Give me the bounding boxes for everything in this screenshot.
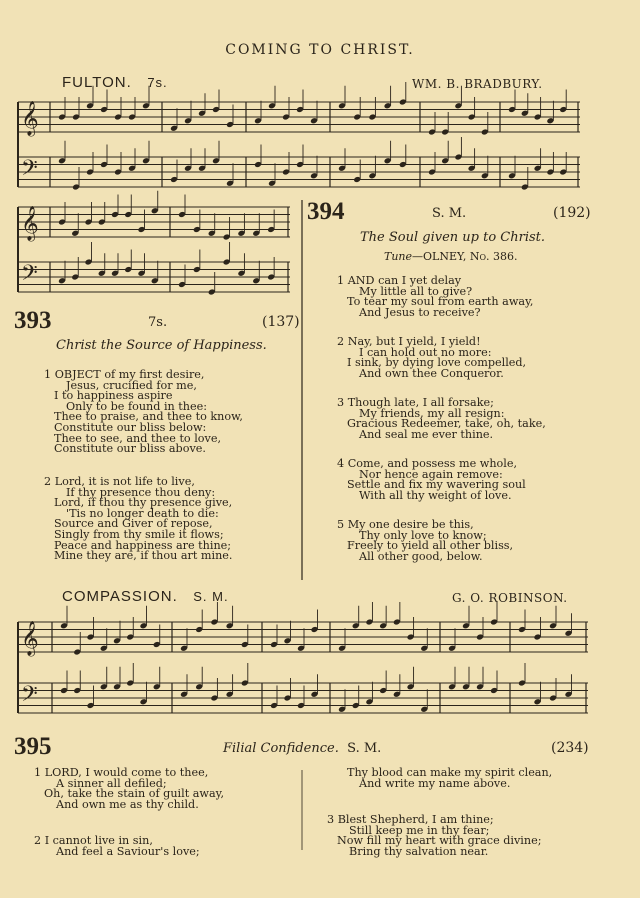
stanza-1: 1 OBJECT of my first desire, Jesus, crucified for me, I to happiness aspire Only to be found in thee: Thee to praise, and thee to know, Constitute our bliss below: Thee to see, and thee to love, Constitute our bliss above. xyxy=(44,368,243,456)
hymn-number-395: 395 xyxy=(14,733,52,760)
treble-clef-icon: 𝄞 xyxy=(21,621,39,656)
hymn-title: The Soul given up to Christ. xyxy=(360,230,546,245)
hymn-title: Filial Confidence. S. M. xyxy=(223,741,382,756)
composer-bradbury: WM. B. BRADBURY. xyxy=(412,77,543,91)
bass-clef-icon: 𝄢 xyxy=(21,261,38,291)
stanza-1: 1 AND can I yet delay My little all to give? To tear my soul from earth away, And Jesus to receive? xyxy=(337,274,534,319)
stanza-5: 5 My one desire be this, Thy only love to know; Freely to yield all other bliss, All other good, below. xyxy=(337,518,514,563)
tune-name-fulton: FULTON. 7s. xyxy=(62,74,168,91)
hymn-ref: (234) xyxy=(551,740,589,756)
stanza-2: 2 Lord, it is not life to live, If thy presence thou deny: Lord, if thou thy presence give, 'Tis no longer death to die: Source and Giver of repose, Singly from thy smile it flows; Peace and happiness are thine; Mine they are, if thou art mine. xyxy=(44,475,233,563)
stanza-2: 2 Nay, but I yield, I yield! I can hold out no more: I sink, by dying love compelled, And own thee Conqueror. xyxy=(337,335,527,380)
treble-clef-icon: 𝄞 xyxy=(21,101,39,136)
tune-name-compassion: COMPASSION. S. M. xyxy=(62,588,229,605)
stanza-4: 4 Come, and possess me whole, Nor hence again remove: Settle and fix my wavering soul With all thy weight of love. xyxy=(337,457,526,502)
stanza-1: 1 LORD, I would come to thee, A sinner all defiled; Oh, take the stain of guilt away, And own me as thy child. xyxy=(34,766,225,811)
bass-clef-icon: 𝄢 xyxy=(21,682,38,712)
hymn-number-393: 393 xyxy=(14,307,52,334)
hymn-meter: S. M. xyxy=(432,206,467,221)
stanza-3: 3 Though late, I all forsake; My friends, my all resign: Gracious Redeemer, take, oh, take, And seal me ever thine. xyxy=(337,396,546,441)
tune-reference: Tune—OLNEY, No. 386. xyxy=(384,250,518,263)
bass-clef-icon: 𝄢 xyxy=(21,156,38,186)
stanza-2-continued: Thy blood can make my spirit clean, And write my name above. xyxy=(347,766,553,790)
treble-clef-icon: 𝄞 xyxy=(21,206,39,241)
hymn-ref: (192) xyxy=(553,205,591,221)
stanza-3: 3 Blest Shepherd, I am thine; Still keep me in thy fear; Now fill my heart with grace divine; Bring thy salvation near. xyxy=(327,813,542,858)
composer-robinson: G. O. ROBINSON. xyxy=(452,591,568,605)
hymn-number-394: 394 xyxy=(307,198,345,225)
hymn-meter: 7s. xyxy=(148,315,168,330)
hymn-ref: (137) xyxy=(262,314,300,330)
hymn-title: Christ the Source of Happiness. xyxy=(56,338,267,353)
stanza-2: 2 I cannot live in sin, And feel a Saviour's love; xyxy=(34,834,200,858)
page-header: COMING TO CHRIST. xyxy=(225,42,415,58)
